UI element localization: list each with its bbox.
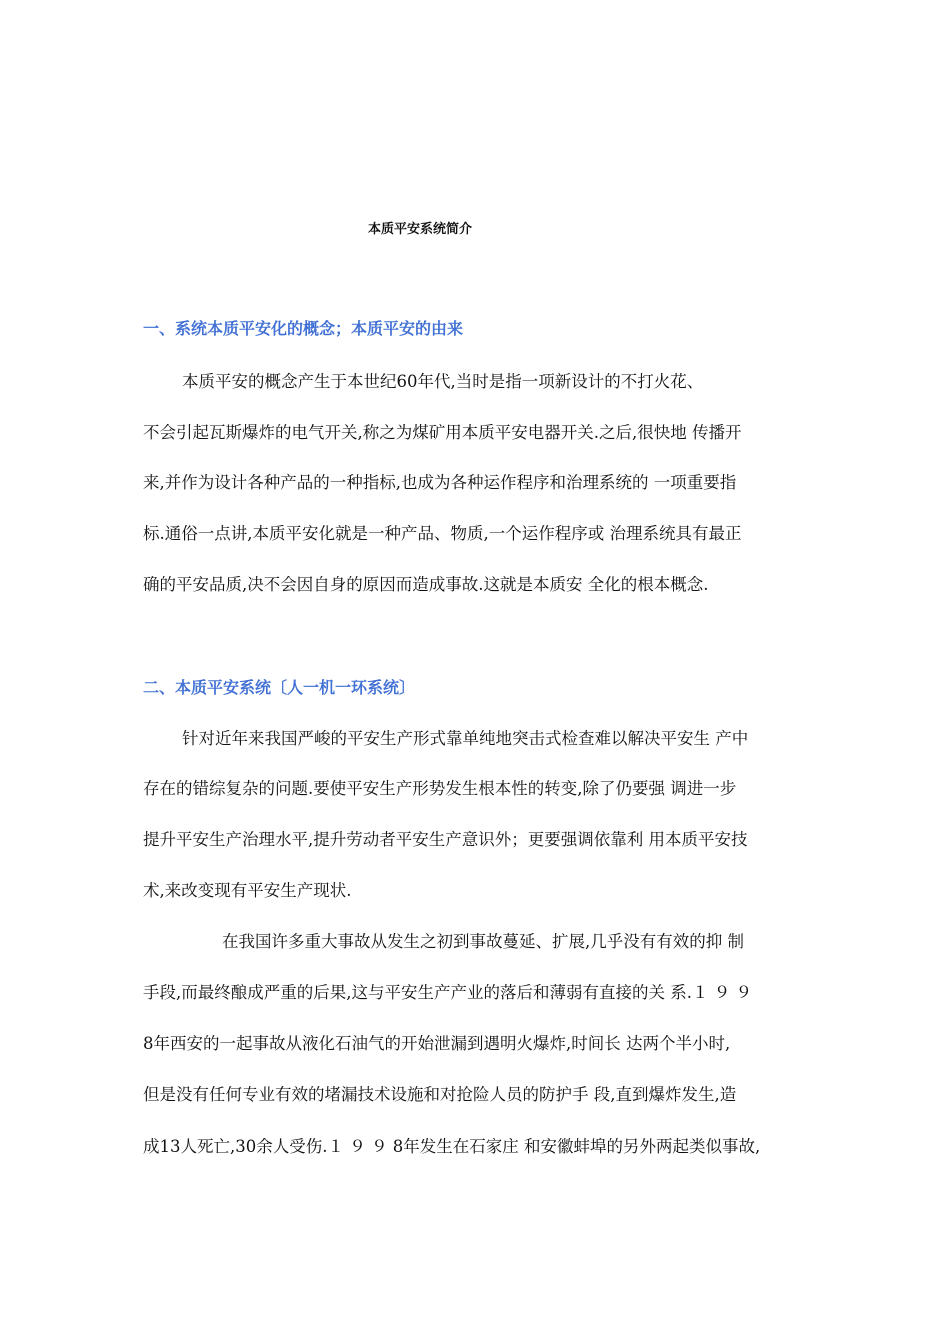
paragraph-line: 本质平安的概念产生于本世纪60年代,当时是指一项新设计的不打火花、 xyxy=(182,372,704,391)
section-heading-2: 二、本质平安系统〔人一机一环系统〕 xyxy=(143,678,416,697)
section-heading-1: 一、系统本质平安化的概念；本质平安的由来 xyxy=(143,319,464,338)
paragraph-line: 提升平安生产治理水平,提升劳动者平安生产意识外；更要强调依靠利 用本质平安技 xyxy=(143,830,748,849)
paragraph-line: 存在的错综复杂的问题.要使平安生产形势发生根本性的转变,除了仍要强 调进一步 xyxy=(143,779,737,798)
paragraph-line: 来,并作为设计各种产品的一种指标,也成为各种运作程序和治理系统的 一项重要指 xyxy=(143,473,737,492)
paragraph-line: 确的平安品质,决不会因自身的原因而造成事故.这就是本质安 全化的根本概念. xyxy=(143,575,709,594)
paragraph-line: 成13人死亡,30余人受伤.１ ９ ９ 8年发生在石家庄 和安徽蚌埠的另外两起类似事故, xyxy=(143,1137,761,1156)
paragraph-line: 8年西安的一起事故从液化石油气的开始泄漏到遇明火爆炸,时间长 达两个半小时, xyxy=(143,1034,731,1053)
paragraph-line: 不会引起瓦斯爆炸的电气开关,称之为煤矿用本质平安电器开关.之后,很快地 传播开 xyxy=(143,423,742,442)
paragraph-line: 在我国许多重大事故从发生之初到事故蔓延、扩展,几乎没有有效的抑 制 xyxy=(222,932,744,951)
paragraph-line: 手段,而最终酿成严重的后果,这与平安生产产业的落后和薄弱有直接的关 系.１ ９ ９ xyxy=(143,983,752,1002)
paragraph-line: 术,来改变现有平安生产现状. xyxy=(143,881,352,900)
paragraph-line: 标.通俗一点讲,本质平安化就是一种产品、物质,一个运作程序或 治理系统具有最正 xyxy=(143,524,742,543)
paragraph-line: 针对近年来我国严峻的平安生产形式靠单纯地突击式检查难以解决平安生 产中 xyxy=(182,729,749,748)
paragraph-line: 但是没有任何专业有效的堵漏技术设施和对抢险人员的防护手 段,直到爆炸发生,造 xyxy=(143,1085,737,1104)
document-title: 本质平安系统简介 xyxy=(367,222,472,237)
